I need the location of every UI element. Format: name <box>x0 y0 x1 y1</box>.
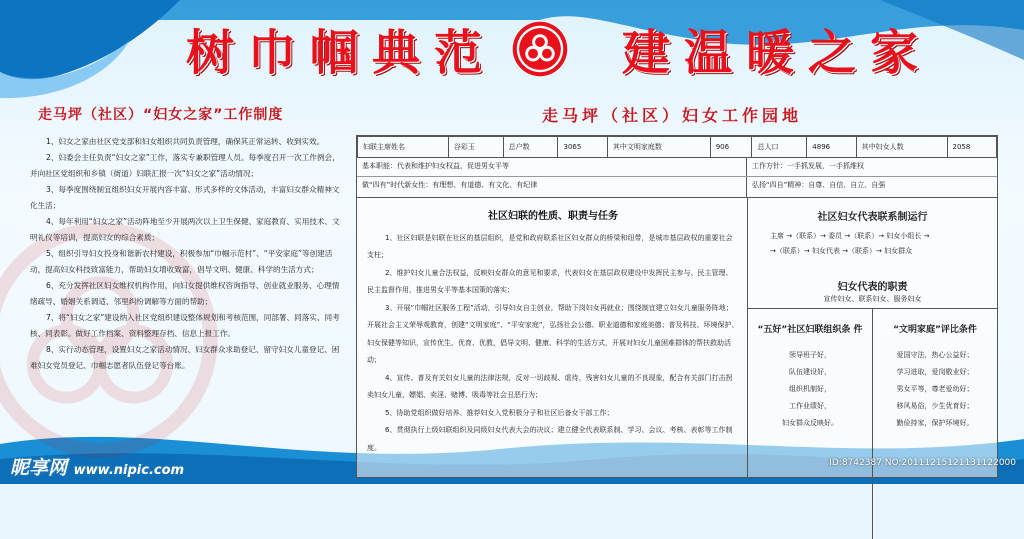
duties-paragraph: 4、宣传、普及有关妇女儿童的法律法规，反对一切歧视、虐待、残害妇女儿童的不良现象，配合有关部门打击拐卖妇女儿童、嫖娼、卖淫、赌博、吸毒等社会丑恶行为； <box>367 373 733 399</box>
five-goods-column <box>748 309 873 539</box>
list-item: 组织机制好， <box>789 385 831 393</box>
left-paragraph: 3、每季度围绕制宜组织妇女开展内容丰富、形式多样的文体活动，丰富妇女群众精神文化生活； <box>30 185 340 210</box>
civil-family-list <box>873 347 997 432</box>
duties-paragraph: 3、开展“巾帼社区服务工程”活动，引导妇女自主创业，帮助下岗妇女再就业；围绕制宜建立妇女儿童服务阵地；开展社会主义荣辱观教育，创建“文明家庭”、“平安家庭”，弘扬社会公德、职业道德和家庭美德；普及科技、环境保护、妇女保健等知识，宣传优生、优育、优教，倡导文明、健康、科学的生活方式，开展对妇女儿童困难群体的帮扶救助活动； <box>367 303 739 364</box>
left-paragraph: 5、组织引导妇女投身和谐新农村建设，积极参加“巾帼示范村”、“平安家庭”等创建活动，提高妇女科技致富能力，帮助妇女增收致富，倡导文明、健康、科学的生活方式； <box>30 249 333 274</box>
right-section-title: 走马坪（社区）妇女工作园地 <box>542 106 803 125</box>
spirit-row <box>357 177 997 198</box>
list-item: 学习进取，爱岗敬业好； <box>896 368 974 376</box>
headline-left: 树巾帼典范 <box>186 25 497 81</box>
four-haves-text: 做“四有”时代新女性：有理想、有道德、有文化、有纪律 <box>357 177 747 197</box>
four-selfs-text: 弘扬“四自”精神：自尊、自信、自立、自强 <box>752 181 886 189</box>
info-cell: 总人口 <box>752 137 807 158</box>
left-paragraph: 7、将“妇女之家”建设纳入社区党组织建设整体规划和考核范围，同部署、同落实、同考核、同表彰。做好工作档案、资料整理存档、信息上报工作。 <box>30 313 340 338</box>
list-item: 爱国守法，热心公益好； <box>896 351 974 359</box>
liaison-flow-line: →（联系）→ 妇女代表 →（联系）→ 妇女群众 <box>770 247 913 255</box>
image-id-line: ID:8742387 NO:20111215121131122000 <box>829 458 1016 468</box>
info-cell: 妇联主席姓名 <box>358 137 449 158</box>
duties-paragraph: 5、协助党组织做好培养、推荐妇女入党积极分子和社区后备女干部工作； <box>385 408 614 417</box>
rep-duty-text: 宣传妇女、联系妇女、服务妇女 <box>823 295 922 303</box>
duties-title: 社区妇联的性质、职责与任务 <box>488 211 618 222</box>
duties-paragraph: 2、维护妇女儿童合法权益，反映妇女群众的意见和要求，代表妇女在基层政权建设中发挥民主参与、民主管理、民主监督作用，推进男女平等基本国策的落实； <box>367 268 733 294</box>
left-section-title: 走马坪（社区）“妇女之家”工作制度 <box>38 107 284 123</box>
list-item: 工作业绩好， <box>789 402 831 410</box>
site-watermark <box>10 453 184 480</box>
left-paragraph: 2、妇委会主任负责“妇女之家”工作，落实专兼职管理人员。每季度召开一次工作例会，并向社区党组织和乡镇（街道）妇联汇报一次“妇女之家”活动情况； <box>30 153 340 178</box>
five-goods-list <box>748 347 872 432</box>
info-cell: 总户数 <box>503 137 558 158</box>
liaison-title: 社区妇女代表联系制运行 <box>817 212 928 223</box>
info-cell: 谷彩玉 <box>448 137 503 158</box>
left-section-body <box>30 134 340 374</box>
duties-section <box>367 208 739 457</box>
watermark-main: 昵享网 <box>10 457 68 479</box>
info-cell: 2058 <box>947 137 997 158</box>
info-table <box>357 136 997 158</box>
info-cell: 4896 <box>807 137 856 158</box>
rep-duty-title: 妇女代表的职责 <box>837 282 908 293</box>
left-paragraph: 8、实行动态管理，设置妇女之家活动情况、妇女群众求助登记、留守妇女儿童登记、困难妇女党员登记、巾帼志愿者队伍登记等台账。 <box>30 345 340 370</box>
womens-federation-logo-icon <box>511 20 569 78</box>
liaison-flow-line: 主席 →（联系）→ 委员 →（联系）→ 妇女小组长 → <box>770 232 930 240</box>
left-paragraph: 4、每年利用“妇女之家”活动阵地至少开展两次以上卫生保健、家庭教育、实用技术、文明礼仪等培训，提高妇女的综合素质； <box>30 217 340 242</box>
info-cell: 906 <box>710 137 752 158</box>
info-cell: 其中妇女人数 <box>856 137 947 158</box>
headline-right: 建温暖之家 <box>622 25 933 81</box>
watermark-url: www.nipic.com <box>73 463 185 478</box>
info-cell: 其中文明家庭数 <box>607 137 710 158</box>
duties-paragraph: 1、社区妇联是妇联在社区的基层组织，是党和政府联系社区妇女群众的桥梁和纽带，是城市基层政权的重要社会支柱； <box>367 233 733 259</box>
left-paragraph: 6、充分发挥社区妇女维权机构作用，向妇女提供维权咨询指导、创业就业服务、心理情绪疏导、婚姻关系调适、邻里纠纷调解等方面的帮助； <box>30 281 340 306</box>
five-goods-title: “五好”社区妇联组织条 件 <box>757 325 863 335</box>
duties-paragraph: 6、贯彻执行上级妇联组织及同级妇女代表大会的决议；建立健全代表联系制、学习、会议、考核、表彰等工作制度。 <box>367 426 733 452</box>
civil-family-title: “文明家庭”评比条件 <box>893 325 977 335</box>
list-item: 男女平等，尊老爱幼好； <box>896 385 974 393</box>
list-item: 队伍建设好， <box>789 368 831 376</box>
list-item: 勤俭持家，保护环境好。 <box>896 419 974 427</box>
work-policy-text: 工作方针：一手抓发展，一手抓维权 <box>752 162 864 170</box>
work-board-panel <box>356 135 998 478</box>
list-item: 妇女群众反映好。 <box>782 419 838 427</box>
civil-family-column <box>873 309 997 539</box>
info-row <box>358 137 997 158</box>
list-item: 移风易俗，少生优育好； <box>896 402 974 410</box>
list-item: 领导班子好， <box>789 351 831 359</box>
left-paragraph: 1、妇女之家由社区党支部和妇女组织共同负责管理，确保其正常运转、收到实效。 <box>46 137 325 146</box>
basic-function-text: 基本职能：代表和维护妇女权益，促进男女平等 <box>357 158 747 176</box>
function-row <box>357 158 997 177</box>
info-cell: 3065 <box>558 137 607 158</box>
